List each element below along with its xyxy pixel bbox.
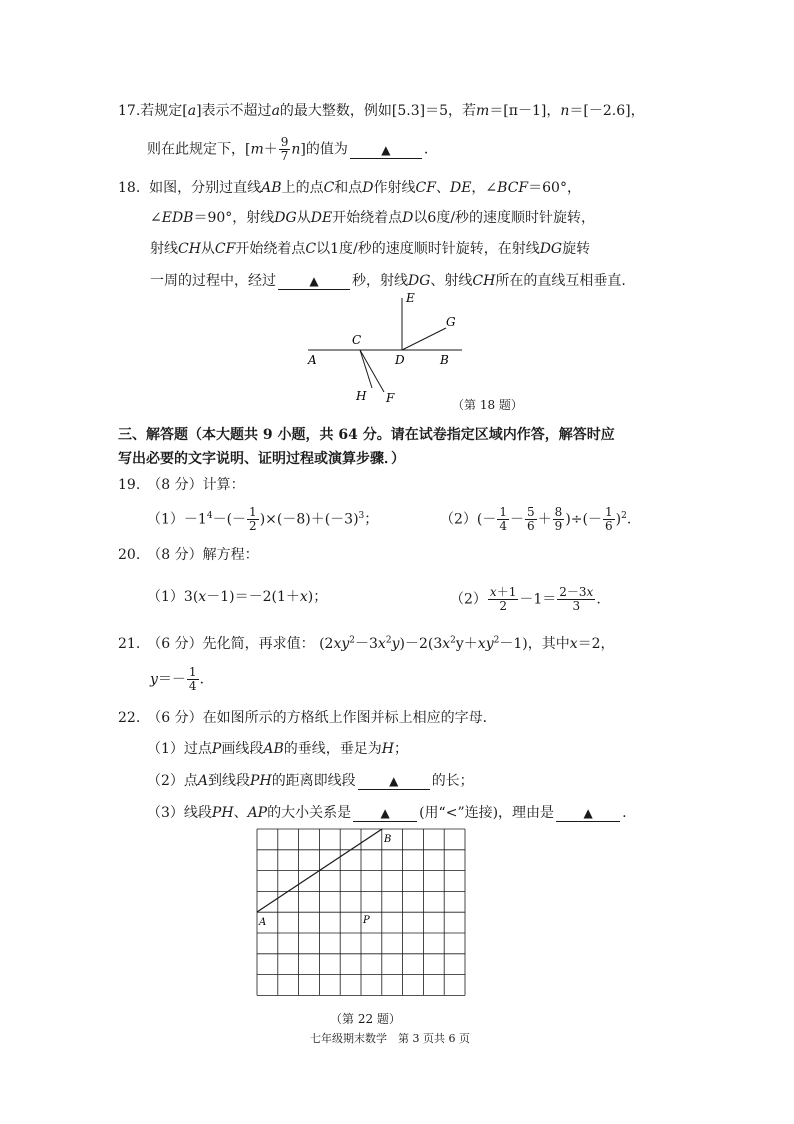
expr-text: －(－ bbox=[212, 511, 247, 528]
q18-var: C bbox=[323, 180, 335, 196]
q19-part2 bbox=[440, 506, 631, 533]
fraction bbox=[247, 506, 259, 533]
q18-var: EDB bbox=[161, 210, 194, 226]
q18-text: ＝90°，射线 bbox=[193, 210, 275, 226]
label-a: A bbox=[259, 917, 267, 928]
q17-text: ]表示不超过 bbox=[196, 103, 272, 119]
fraction-denominator: 4 bbox=[499, 519, 508, 533]
q18-text: 作射线 bbox=[373, 180, 416, 196]
expr-text: －1＝ bbox=[519, 591, 557, 608]
q18-text: 以6度/秒的速度顺时针旋转， bbox=[413, 210, 596, 226]
q17-fraction bbox=[279, 136, 291, 163]
q22-part3 bbox=[147, 802, 627, 824]
variable: x bbox=[299, 589, 308, 605]
variable: PH bbox=[250, 773, 272, 789]
q18-text: 、 bbox=[435, 180, 450, 196]
section-3-heading-line1: 三、解答题（本大题共 9 小题，共 64 分。请在试卷指定区域内作答，解答时应 bbox=[118, 427, 615, 443]
expr-text: 2－3 bbox=[559, 585, 587, 599]
q17-var: m bbox=[250, 141, 264, 158]
variable: x bbox=[442, 636, 451, 652]
exponent: 3 bbox=[358, 510, 365, 521]
variable: AP bbox=[247, 805, 268, 821]
variable: x bbox=[198, 589, 207, 605]
q17-text: ]的值为 bbox=[300, 141, 348, 158]
variable: x bbox=[569, 636, 578, 652]
q22-answer-blank: ▲ bbox=[358, 773, 430, 790]
fraction-numerator: 9 bbox=[280, 135, 289, 149]
q17-text: . bbox=[423, 141, 429, 158]
q18-text: 以1度/秒的速度顺时针旋转，在射线 bbox=[316, 241, 540, 257]
exponent: 4 bbox=[206, 510, 213, 521]
fraction bbox=[525, 506, 537, 533]
variable: y bbox=[150, 671, 158, 688]
operator: ＋ bbox=[537, 511, 552, 528]
q18-text: 所在的直线互相垂直. bbox=[495, 273, 626, 289]
expr-text: ＋1 bbox=[496, 585, 517, 599]
variable: x bbox=[586, 585, 594, 599]
expr-text: 的大小关系是 bbox=[267, 805, 352, 821]
label-a: A bbox=[308, 353, 317, 367]
exponent: 2 bbox=[349, 635, 355, 646]
q18-var: D bbox=[362, 180, 374, 196]
expr-text: 的长； bbox=[431, 773, 474, 789]
variable: A bbox=[197, 773, 209, 789]
q18-var: CF bbox=[214, 241, 236, 257]
fraction-denominator: 9 bbox=[554, 519, 563, 533]
q20-part2 bbox=[450, 586, 601, 613]
q17-text: 若规定[ bbox=[140, 103, 188, 119]
label-f: F bbox=[386, 391, 395, 405]
fraction-denominator: 4 bbox=[188, 679, 197, 693]
q18-var: C bbox=[305, 241, 317, 257]
q18-text: 、射线 bbox=[430, 273, 473, 289]
label-g: G bbox=[446, 315, 456, 329]
q18-var: DE bbox=[449, 180, 472, 196]
label-b: B bbox=[384, 834, 392, 845]
q18-text: 开始绕着点 bbox=[332, 210, 403, 226]
q18-line3 bbox=[150, 238, 590, 260]
fraction-numerator: 1 bbox=[188, 665, 197, 679]
q17-text: 的最大整数，例如[5.3]＝5，若 bbox=[279, 103, 477, 119]
ray-ch bbox=[360, 350, 372, 388]
expr-text: ； bbox=[393, 741, 408, 757]
expr-text: ． bbox=[199, 671, 214, 688]
q18-line2 bbox=[150, 207, 595, 229]
variable: xy bbox=[477, 636, 494, 652]
expr-text: 画线段 bbox=[221, 741, 264, 757]
label-h: H bbox=[356, 389, 367, 403]
expr-text: (用“<”连接)，理由是 bbox=[419, 805, 555, 821]
q17-line1 bbox=[118, 100, 645, 122]
q18-text: 射线 bbox=[150, 241, 178, 257]
q22-part2 bbox=[147, 770, 474, 792]
q22-answer-blank: ▲ bbox=[353, 805, 417, 822]
q17-var: a bbox=[271, 103, 280, 119]
variable: H bbox=[381, 741, 394, 757]
expr-text: ＝2， bbox=[577, 636, 615, 652]
q18-text: 上的点 bbox=[281, 180, 324, 196]
q18-var: DG bbox=[408, 273, 431, 289]
q18-text: 从 bbox=[200, 241, 215, 257]
q22-part1 bbox=[147, 738, 408, 760]
expr-text: 到线段 bbox=[208, 773, 251, 789]
label-c: C bbox=[352, 333, 362, 347]
fraction-numerator: 1 bbox=[604, 505, 613, 519]
q17-line2 bbox=[147, 136, 428, 163]
q17-text: ＝[－2.6]， bbox=[569, 103, 645, 119]
page-footer: 七年级期末数学 第 3 页共 6 页 bbox=[310, 1032, 470, 1045]
q18-number: 18. bbox=[118, 180, 141, 196]
label-b: B bbox=[440, 353, 449, 367]
label-p: P bbox=[363, 915, 370, 926]
q18-answer-blank: ▲ bbox=[278, 273, 350, 290]
fraction bbox=[553, 506, 565, 533]
fraction-numerator: 5 bbox=[527, 505, 535, 519]
expr-text: )－2(3 bbox=[399, 636, 443, 652]
expr-text: . bbox=[596, 591, 601, 608]
q18-var: BCF bbox=[497, 180, 529, 196]
expr-text: )； bbox=[307, 589, 328, 605]
q17-answer-blank: ▲ bbox=[350, 142, 422, 159]
variable: x bbox=[489, 585, 497, 599]
expr-text: －3 bbox=[355, 636, 378, 652]
q18-var: DG bbox=[539, 241, 563, 257]
q22-caption: （第 22 题） bbox=[330, 1012, 401, 1026]
q18-text: 秒，射线 bbox=[352, 273, 408, 289]
expr-text: ) bbox=[615, 511, 622, 528]
q18-var: CF bbox=[415, 180, 436, 196]
expr-text: 的距离即线段 bbox=[271, 773, 356, 789]
variable: xy bbox=[333, 636, 350, 652]
fraction-denominator: 2 bbox=[249, 519, 257, 533]
q18-var: D bbox=[402, 210, 414, 226]
q21-line2 bbox=[150, 666, 214, 693]
fraction bbox=[557, 586, 595, 613]
expr-text: （3）线段 bbox=[147, 805, 212, 821]
q19-part1 bbox=[147, 506, 378, 533]
q20-header: 20. （8 分）解方程： bbox=[118, 547, 259, 563]
fraction-denominator: 6 bbox=[604, 519, 613, 533]
expr-text: －1 bbox=[183, 511, 207, 528]
q18-var: AB bbox=[261, 180, 282, 196]
expr-text: . bbox=[622, 805, 627, 821]
fraction-numerator bbox=[557, 586, 595, 600]
expr-text: （1）过点 bbox=[147, 741, 212, 757]
ray-cf bbox=[360, 350, 384, 392]
q18-var: DG bbox=[274, 210, 297, 226]
part-label: （1） bbox=[147, 511, 184, 528]
q18-text: 从 bbox=[296, 210, 311, 226]
fraction-denominator: 2 bbox=[499, 599, 507, 613]
q20-part1 bbox=[147, 586, 327, 608]
part-label: （2） bbox=[450, 591, 487, 608]
q22-grid-figure bbox=[252, 826, 467, 1001]
expr-text: －1)＝－2(1＋ bbox=[206, 589, 300, 605]
q22-header: 22. （6 分）在如图所示的方格纸上作图并标上相应的字母． bbox=[118, 710, 497, 726]
fraction-numerator: 1 bbox=[499, 505, 508, 519]
ray-dg bbox=[402, 328, 446, 350]
q18-line4 bbox=[150, 270, 626, 292]
expr-text: )×(－8)＋(－3) bbox=[259, 511, 359, 528]
q18-text: 开始绕着点 bbox=[235, 241, 306, 257]
expr-text: ； bbox=[364, 511, 379, 528]
q18-text: 如图，分别过直线 bbox=[149, 180, 262, 196]
q18-text: ，∠ bbox=[471, 180, 498, 196]
expr-text: 的垂线，垂足为 bbox=[283, 741, 382, 757]
expr-text: (－ bbox=[476, 511, 497, 528]
expr-text: )÷(－ bbox=[565, 511, 602, 528]
fraction-numerator: 8 bbox=[554, 505, 563, 519]
variable: P bbox=[211, 741, 222, 757]
q18-var: DE bbox=[310, 210, 333, 226]
variable: y bbox=[391, 636, 400, 652]
q18-text: 一周的过程中，经过 bbox=[150, 273, 276, 289]
q18-caption: （第 18 题） bbox=[452, 398, 523, 412]
grid-lines bbox=[257, 829, 465, 995]
fraction bbox=[497, 506, 509, 533]
variable: PH bbox=[211, 805, 234, 821]
expr-text: . bbox=[626, 511, 632, 528]
exponent: 2 bbox=[621, 510, 627, 521]
fraction bbox=[603, 506, 615, 533]
exponent: 2 bbox=[493, 635, 500, 646]
variable: x bbox=[377, 636, 386, 652]
fraction-numerator: 1 bbox=[249, 505, 257, 519]
q17-var: n bbox=[291, 141, 301, 158]
variable: AB bbox=[263, 741, 284, 757]
expr-text: 21. （6 分）先化简，再求值： (2 bbox=[118, 636, 334, 652]
part-label: （1） bbox=[147, 589, 184, 605]
expr-text: y＋ bbox=[455, 636, 478, 652]
q19-header: 19. （8 分）计算： bbox=[118, 477, 245, 493]
fraction-denominator: 7 bbox=[280, 149, 289, 163]
fraction-denominator: 3 bbox=[572, 599, 581, 613]
fraction-denominator: 6 bbox=[527, 519, 535, 533]
operator: － bbox=[510, 511, 525, 528]
label-e: E bbox=[406, 291, 415, 305]
part-label: （2） bbox=[440, 511, 477, 528]
expr-text: ＝－ bbox=[157, 671, 186, 688]
q18-figure bbox=[300, 290, 470, 410]
q21-line1 bbox=[118, 633, 615, 655]
q17-number: 17. bbox=[118, 103, 141, 119]
q17-text: 则在此规定下，[ bbox=[147, 141, 251, 158]
q18-var: CH bbox=[178, 241, 201, 257]
expr-text: 3( bbox=[183, 589, 199, 605]
fraction bbox=[187, 666, 199, 693]
expr-text: 、 bbox=[233, 805, 248, 821]
q18-text: 旋转 bbox=[562, 241, 591, 257]
q17-var: m bbox=[476, 103, 490, 119]
expr-text: －1)，其中 bbox=[499, 636, 570, 652]
section-3-heading-line2: 写出必要的文字说明、证明过程或演算步骤．） bbox=[118, 451, 405, 467]
q18-text: ＝60°， bbox=[528, 180, 581, 196]
fraction-numerator bbox=[488, 586, 518, 600]
expr-text: （2）点 bbox=[147, 773, 198, 789]
q18-var: CH bbox=[472, 273, 496, 289]
q18-text: ∠ bbox=[150, 210, 162, 226]
q18-line1 bbox=[118, 177, 581, 199]
q18-text: 和点 bbox=[334, 180, 363, 196]
label-d: D bbox=[395, 353, 405, 367]
fraction bbox=[488, 586, 518, 613]
q22-answer-blank: ▲ bbox=[556, 805, 620, 822]
exponent: 2 bbox=[385, 635, 392, 646]
q17-text: ＝[π－1]， bbox=[489, 103, 561, 119]
exponent: 2 bbox=[450, 635, 456, 646]
q17-var: a bbox=[187, 103, 197, 119]
q17-operator: ＋ bbox=[263, 141, 278, 158]
q17-var: n bbox=[560, 103, 570, 119]
